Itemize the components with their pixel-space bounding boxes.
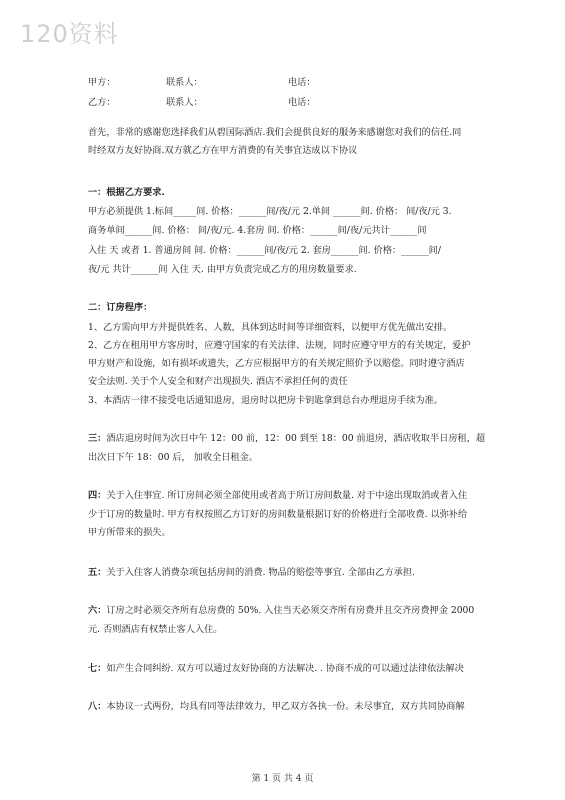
section-line: 甲方财产和设施，如有损坏或遗失，乙方应根据甲方的有关规定照价予以赔偿。同时遵守酒店 [88, 358, 465, 369]
clause-line [88, 663, 464, 675]
section-line: 1、乙方需向甲方并提供姓名、人数，具体到达时间等详细资料，以便甲方优先做出安排。 [88, 322, 453, 333]
clause-line: 甲方所带来的损失。 [88, 527, 171, 538]
clause-number: 五： [88, 567, 107, 578]
clause-text: 如产生合同纠纷. 双方可以通过友好协商的方法解决. . 协商不成的可以通过法律依法解决 [106, 663, 464, 674]
section-line: 3、本酒店一律不接受电话通知退房，退房时以把房卡钥匙拿到总台办理退房手续为准。 [88, 395, 443, 406]
clause-text: 关于入住客人消费杂项包括房间的消费. 物品的赔偿等事宜. 全部由乙方承担. [106, 567, 415, 578]
party-b-phone-label: 电话： [288, 97, 316, 108]
section-line: 入住 天 或者 1. 普通房间 间. 价格：______间/夜/元 2. 套房______间. 价格：______间/ [88, 245, 441, 256]
section-line: 商务单间______间. 价格： 间/夜/元. 4.套房 间. 价格：______间/夜/元共计______间 [88, 225, 427, 236]
clause-line [88, 701, 465, 713]
intro-line: 时经双方友好协商.双方就乙方在甲方消费的有关事宜达成以下协议 [88, 145, 358, 156]
clause-number: 六： [88, 605, 107, 616]
section-line: 安全法则. 关于个人安全和财产出现损失. 酒店不承担任何的责任 [88, 376, 348, 387]
party-a-contact-label: 联系人： [166, 77, 203, 88]
clause-number: 四： [88, 490, 107, 501]
clause-text: 关于入住事宜. 所订房间必须全部使用或者高于所订房间数量. 对于中途出现取消或者入住 [106, 490, 468, 501]
clause-line [88, 433, 485, 445]
watermark-logo: 120资料 [20, 20, 119, 48]
clause-line [88, 567, 415, 579]
section-heading: 二：订房程序： [88, 302, 153, 313]
clause-line [88, 490, 467, 502]
party-a-phone-label: 电话： [288, 77, 316, 88]
clause-number: 三： [88, 433, 107, 444]
section-line: 甲方必须提供 1.标间_____间. 价格：______间/夜/元 2.单间 ______间. 价格： 间/夜/元 3. [88, 206, 452, 217]
clause-line [88, 605, 474, 617]
clause-line: 出次日下午 18：00 后， 加收全日租金。 [88, 452, 258, 463]
clause-line: 元. 否则酒店有权禁止客人入住。 [88, 624, 223, 635]
party-b-contact-label: 联系人： [166, 97, 203, 108]
clause-number: 八： [88, 701, 107, 712]
clause-text: 本协议一式两份，均具有同等法律效力，甲乙双方各执一份。未尽事宜，双方共同协商解 [106, 701, 465, 712]
intro-line: 首先，非常的感谢您选择我们从碧国际酒店.我们会提供良好的服务来感谢您对我们的信任.同 [88, 127, 462, 138]
section-line: 2、乙方在租用甲方客房时，应遵守国家的有关法律、法规，同时应遵守甲方的有关规定，爱护 [88, 340, 471, 351]
section-line: 夜/元 共计______间 入住 天. 由甲方负责完成乙方的用房数量要求. [88, 264, 357, 275]
clause-text: 订房之时必须交齐所有总房费的 50%. 入住当天必须交齐所有房费并且交齐房费押金 2000 [106, 605, 475, 616]
party-a-label: 甲方： [88, 77, 116, 88]
clause-text: 酒店退房时间为次日中午 12：00 前，12：00 到至 18：00 前退房，酒店收取半日房租，超 [106, 433, 486, 444]
section-heading: 一：根据乙方要求. [88, 187, 165, 198]
clause-line: 少于订房的数量时. 甲方有权按照乙方订好的房间数量根据订好的价格进行全部收费. 以弥补给 [88, 509, 468, 520]
party-b-label: 乙方： [88, 97, 116, 108]
page-footer: 第 1 页 共 4 页 [251, 774, 314, 784]
clause-number: 七： [88, 663, 107, 674]
